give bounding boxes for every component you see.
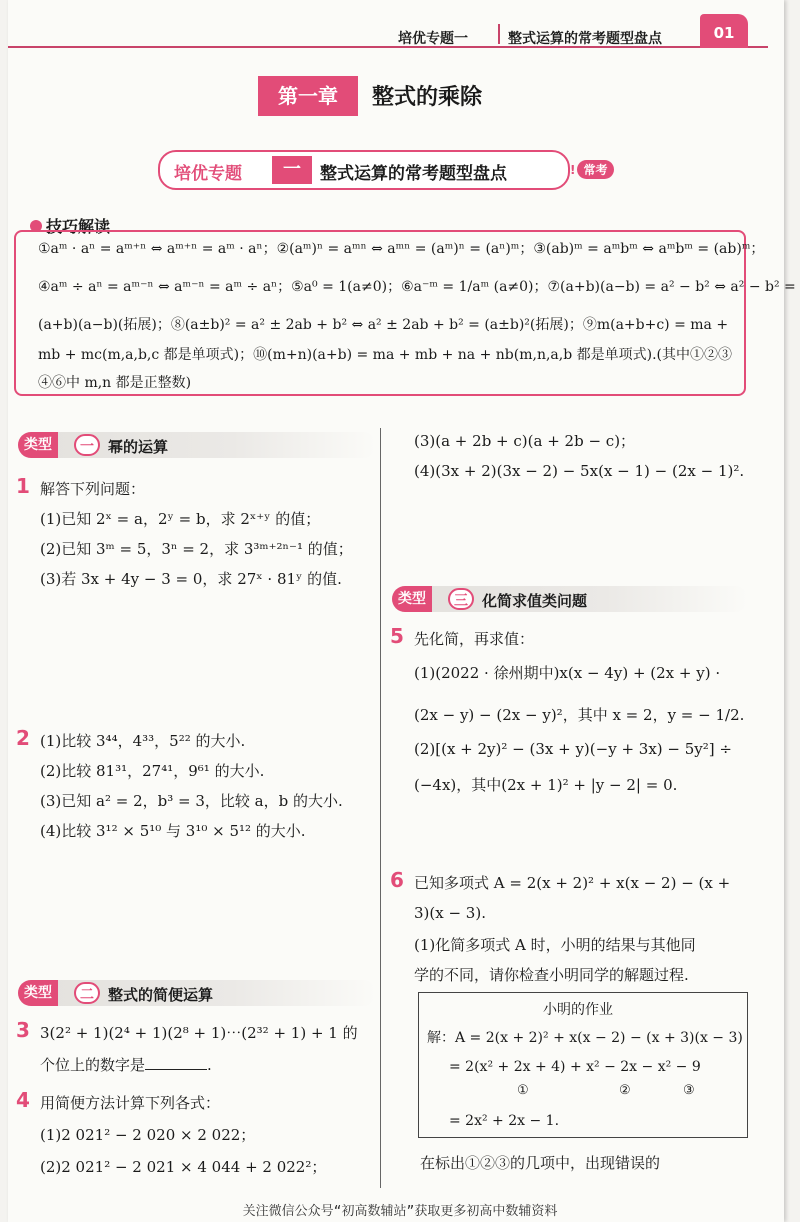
frequent-badge	[570, 160, 614, 179]
question-number: 5	[390, 624, 404, 648]
type-title: 幂的运算	[108, 438, 169, 456]
type-header-2	[18, 980, 376, 1006]
q5-line: (1)(2022 · 徐州期中)x(x − 4y) + (2x + y) ·	[414, 664, 721, 682]
q4-line: (2)2 021² − 2 021 × 4 044 + 2 022²；	[40, 1158, 327, 1176]
q3-line	[40, 1054, 212, 1075]
type-number: 二	[74, 982, 100, 1004]
q3-end: .	[207, 1056, 212, 1074]
homework-line: = 2x² + 2x − 1.	[449, 1113, 560, 1129]
chapter-label: 第一章	[258, 76, 358, 116]
tips-line: mb + mc(m,a,b,c 都是单项式)；⑩(m+n)(a+b) = ma + mb + na + nb(m,n,a,b 都是单项式).(其中①②③	[38, 347, 733, 363]
column-divider	[380, 428, 381, 1188]
homework-title: 小明的作业	[543, 1002, 613, 1018]
error-mark-2: ②	[619, 1083, 631, 1098]
topic-number: 一	[272, 156, 312, 184]
type-number: 一	[74, 434, 100, 456]
q1-line: 解答下列问题：	[40, 480, 146, 498]
homework-line: = 2(x² + 2x + 4) + x² − 2x − x² − 9	[449, 1059, 701, 1075]
chapter-title: 整式的乘除	[372, 85, 483, 110]
q4-line: 用简便方法计算下列各式：	[40, 1094, 221, 1112]
q2-line: (3)已知 a² = 2，b³ = 3，比较 a，b 的大小.	[40, 792, 343, 810]
q1-line: (3)若 3x + 4y − 3 = 0，求 27ˣ · 81ʸ 的值.	[40, 570, 342, 588]
page-number: 01	[700, 14, 748, 48]
q3-line: 3(2² + 1)(2⁴ + 1)(2⁸ + 1)⋯(2³² + 1) + 1 的	[40, 1024, 358, 1042]
question-number: 2	[16, 726, 30, 750]
q5-line: 先化简，再求值：	[414, 630, 535, 648]
q5-line: (2)[(x + 2y)² − (3x + y)(−y + 3x) − 5y²] ÷	[414, 740, 732, 758]
header-right: 整式运算的常考题型盘点	[508, 31, 662, 47]
q6-line: (1)化简多项式 A 时，小明的结果与其他同	[414, 936, 696, 954]
q6-line: 学的不同，请你检查小明同学的解题过程.	[414, 966, 689, 984]
q1-line: (1)已知 2ˣ = a，2ʸ = b，求 2ˣ⁺ʸ 的值；	[40, 510, 321, 528]
q4-line: (1)2 021² − 2 020 × 2 022；	[40, 1126, 256, 1144]
type-label: 类型	[392, 586, 432, 612]
type-title: 化简求值类问题	[482, 592, 588, 610]
question-number: 1	[16, 474, 30, 498]
footer-note: 关注微信公众号“初高数辅站”获取更多初高中数辅资料	[242, 1204, 558, 1219]
homework-line: 解：A = 2(x + 2)² + x(x − 2) − (x + 3)(x − 3)	[427, 1030, 743, 1046]
answer-blank[interactable]	[145, 1069, 207, 1070]
q6-line: 3)(x − 3).	[414, 904, 486, 922]
tips-line: ①aᵐ · aⁿ = aᵐ⁺ⁿ ⇔ aᵐ⁺ⁿ = aᵐ · aⁿ；②(aᵐ)ⁿ = aᵐⁿ ⇔ aᵐⁿ = (aᵐ)ⁿ = (aⁿ)ᵐ；③(ab)ᵐ = aᵐbᵐ ⇔ aᵐbᵐ = (ab)ᵐ；	[38, 241, 765, 257]
q5-line: (−4x)，其中(2x + 1)² + |y − 2| = 0.	[414, 776, 678, 794]
tips-box	[14, 230, 796, 396]
tips-line: (a+b)(a−b)(拓展)；⑧(a±b)² = a² ± 2ab + b² ⇔ a² ± 2ab + b² = (a±b)²(拓展)；⑨m(a+b+c) = ma +	[38, 317, 729, 333]
q2-line: (2)比较 81³¹，27⁴¹，9⁶¹ 的大小.	[40, 762, 265, 780]
question-number: 3	[16, 1018, 30, 1042]
topic-label: 培优专题	[174, 164, 242, 184]
type-label: 类型	[18, 980, 58, 1006]
badge-text: 常考	[577, 160, 613, 179]
type-header-3	[392, 586, 748, 612]
q6-line: 在标出①②③的几项中，出现错误的	[420, 1154, 661, 1172]
type-number: 三	[448, 588, 474, 610]
q5-line: (2x − y) − (2x − y)²，其中 x = 2，y = − 1/2.	[414, 706, 745, 724]
q4-line: (3)(a + 2b + c)(a + 2b − c)；	[414, 432, 636, 450]
q4-line: (4)(3x + 2)(3x − 2) − 5x(x − 1) − (2x − 1)².	[414, 462, 745, 480]
q1-line: (2)已知 3ᵐ = 5，3ⁿ = 2，求 3³ᵐ⁺²ⁿ⁻¹ 的值；	[40, 540, 353, 558]
header-left: 培优专题一	[398, 31, 468, 47]
topic-title: 整式运算的常考题型盘点	[320, 164, 507, 184]
type-header-1	[18, 432, 376, 458]
question-number: 6	[390, 868, 404, 892]
header-separator	[498, 24, 500, 44]
question-number: 4	[16, 1088, 30, 1112]
badge-exclaim: !	[570, 163, 576, 177]
tips-line: ④⑥中 m,n 都是正整数)	[38, 375, 192, 391]
q2-line: (1)比较 3⁴⁴，4³³，5²² 的大小.	[40, 732, 246, 750]
type-label: 类型	[18, 432, 58, 458]
error-mark-3: ③	[683, 1083, 695, 1098]
tips-label: 技巧解读	[30, 214, 110, 237]
q2-line: (4)比较 3¹² × 5¹⁰ 与 3¹⁰ × 5¹² 的大小.	[40, 822, 306, 840]
tips-line: ④aᵐ ÷ aⁿ = aᵐ⁻ⁿ ⇔ aᵐ⁻ⁿ = aᵐ ÷ aⁿ；⑤a⁰ = 1(a≠0)；⑥a⁻ᵐ = 1/aᵐ (a≠0)；⑦(a+b)(a−b) = a² − b² ⇔ a² − b² =	[38, 279, 796, 295]
topic-banner	[158, 150, 570, 190]
q3-text: 个位上的数字是	[40, 1056, 146, 1074]
q6-line: 已知多项式 A = 2(x + 2)² + x(x − 2) − (x +	[414, 874, 731, 892]
error-mark-1: ①	[517, 1083, 529, 1098]
type-title: 整式的简便运算	[108, 986, 214, 1004]
homework-box	[418, 992, 748, 1138]
